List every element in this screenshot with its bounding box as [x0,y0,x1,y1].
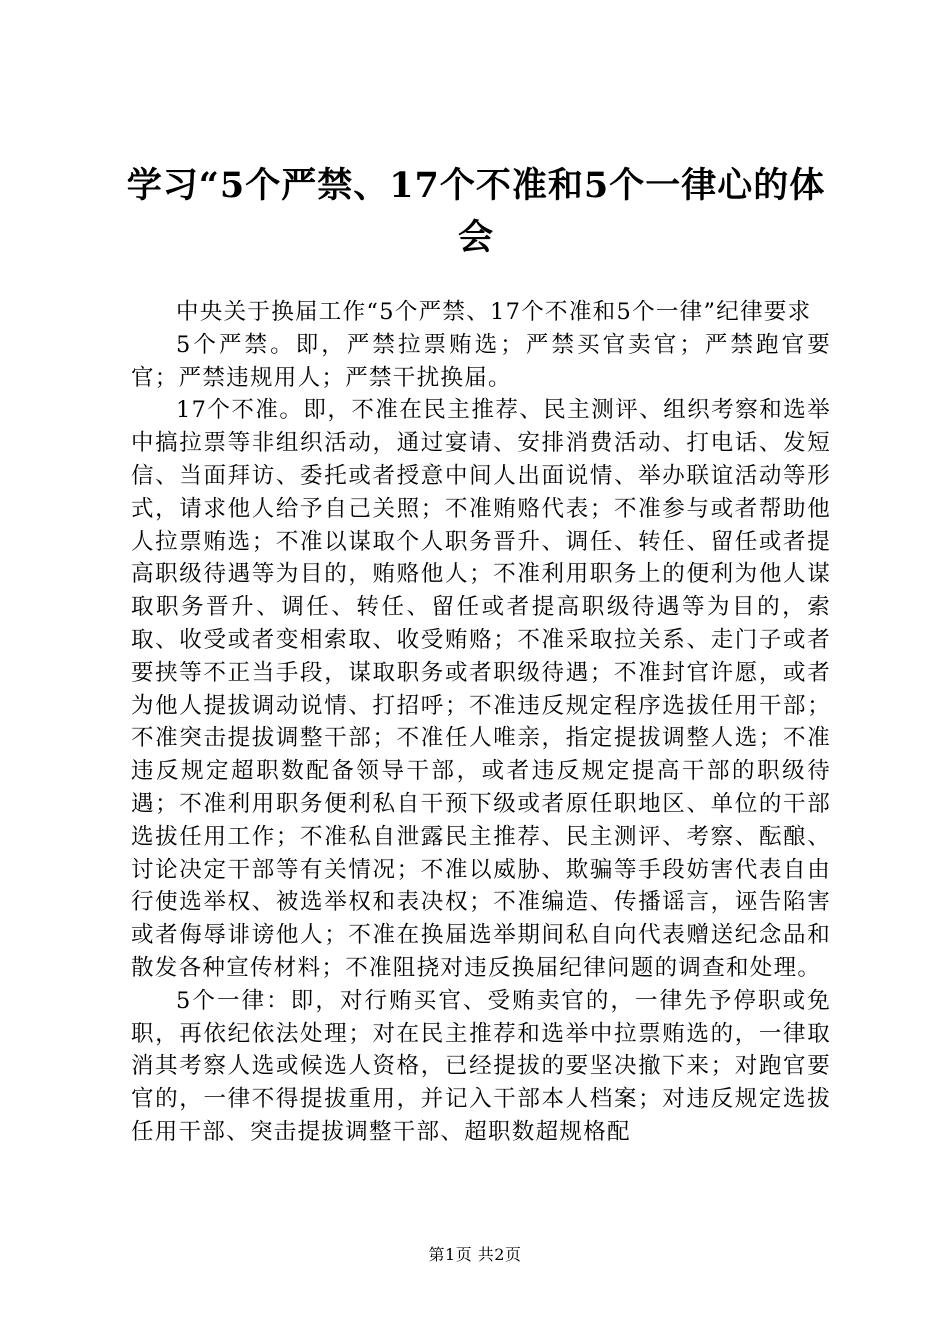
paragraph-seventeen-rules: 17个不准。即，不准在民主推荐、民主测评、组织考察和选举中搞拉票等非组织活动，通过宴请、安排消费活动、打电话、发短信、当面拜访、委托或者授意中间人出面说情、举办联谊活动等形式，请求他人给予自己关照；不准贿赂代表；不准参与或者帮助他人拉票贿选；不准以谋取个人职务晋升、调任、转任、留任或者提高职级待遇等为目的，贿赂他人；不准利用职务上的便利为他人谋取职务晋升、调任、转任、留任或者提高职级待遇等为目的，索取、收受或者变相索取、收受贿赂；不准采取拉关系、走门子或者要挟等不正当手段，谋取职务或者职级待遇；不准封官许愿，或者为他人提拔调动说情、打招呼；不准违反规定程序选拔任用干部；不准突击提拔调整干部；不准任人唯亲，指定提拔调整人选；不准违反规定超职数配备领导干部，或者违反规定提高干部的职级待遇；不准利用职务便利私自干预下级或者原任职地区、单位的干部选拔任用工作；不准私自泄露民主推荐、民主测评、考察、酝酿、讨论决定干部等有关情况；不准以威胁、欺骗等手段妨害代表自由行使选举权、被选举权和表决权；不准编造、传播谣言，诬告陷害或者侮辱诽谤他人；不准在换届选举期间私自向代表赠送纪念品和散发各种宣传材料；不准阻挠对违反换届纪律问题的调查和处理。 [131,397,831,981]
paragraph-five-uniform-measures: 5个一律：即，对行贿买官、受贿卖官的，一律先予停职或免职，再依纪依法处理；对在民主推荐和选举中拉票贿选的，一律取消其考察人选或候选人资格，已经提拔的要坚决撤下来；对跑官要官的，一律不得提拔重用，并记入干部本人档案；对违反规定选拔任用干部、突击提拔调整干部、超职数超规格配 [131,987,831,1145]
paragraph-five-prohibitions: 5个严禁。即，严禁拉票贿选；严禁买官卖官；严禁跑官要官；严禁违规用人；严禁干扰换届。 [131,331,831,391]
paragraph-discipline-heading: 中央关于换届工作“5个严禁、17个不准和5个一律”纪律要求 [176,299,812,325]
page-number-footer: 第1页 共2页 [428,1245,522,1264]
document-body [131,296,831,1149]
document-title: 学习“5个严禁、17个不准和5个一律心的体会 [126,165,826,258]
